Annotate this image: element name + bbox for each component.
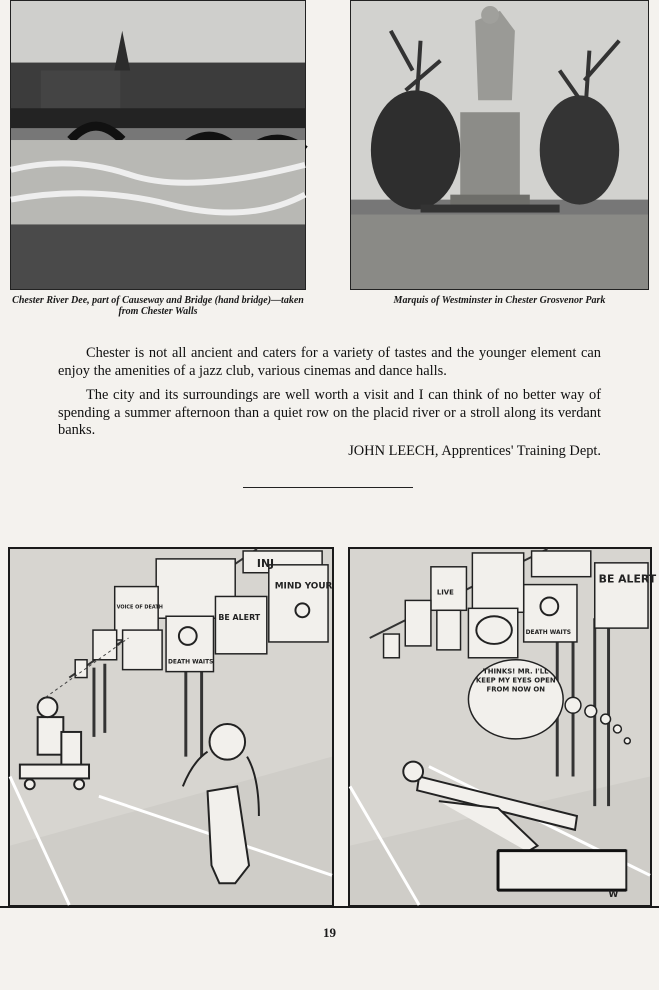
poster-be-alert-right-text: BE ALERT bbox=[598, 572, 657, 586]
poster-live-text: LIVE bbox=[436, 588, 454, 597]
article-paragraph-2 bbox=[58, 387, 601, 440]
cartoon-panel-right bbox=[348, 547, 657, 907]
poster-voice-of-death-text: VOICE OF DEATH bbox=[116, 604, 163, 611]
article-paragraph-1 bbox=[58, 345, 601, 380]
photo-river-bridge bbox=[10, 0, 306, 290]
article-paragraph-2-text: The city and its surroundings are well worth a visit and I can think of no better way of spending a summer afternoon than a quiet row on the placid river or a stroll along its verdant banks. bbox=[58, 387, 601, 438]
cartoon-right-drawing bbox=[350, 549, 657, 905]
photo-statue bbox=[350, 0, 649, 290]
article-paragraph-1-text: Chester is not all ancient and caters for a variety of tastes and the younger element can enjoy the amenities of a jazz club, various cinemas and dance halls. bbox=[58, 345, 601, 379]
caption-river-bridge: Chester River Dee, part of Causeway and Bridge (hand bridge)—taken from Chester Walls bbox=[12, 295, 304, 317]
cartoon-left-drawing bbox=[10, 549, 332, 905]
poster-mind-your-text: MIND YOUR bbox=[274, 581, 333, 592]
cartoon-baseline bbox=[0, 906, 659, 908]
poster-death-waits-right-text: DEATH WAITS bbox=[525, 630, 572, 637]
poster-be-alert-text: BE ALERT bbox=[218, 613, 261, 623]
photo-river-bridge-image bbox=[11, 1, 305, 289]
section-divider bbox=[243, 487, 413, 488]
caption-statue: Marquis of Westminster in Chester Grosvenor Park bbox=[393, 295, 606, 306]
page-number: 19 bbox=[323, 925, 336, 940]
thought-bubble-text: THINKS! MR. I'LL KEEP MY EYES OPEN FROM NOW ON bbox=[475, 667, 556, 694]
author-signature: JOHN LEECH, Apprentices' Training Dept. bbox=[348, 443, 601, 459]
poster-death-waits-text: DEATH WAITS bbox=[168, 659, 214, 666]
cartoon-panel-left bbox=[8, 547, 334, 907]
poster-injury-text: INJ bbox=[256, 556, 275, 570]
photo-statue-image bbox=[351, 1, 648, 289]
svg-text:W: W bbox=[608, 890, 619, 901]
